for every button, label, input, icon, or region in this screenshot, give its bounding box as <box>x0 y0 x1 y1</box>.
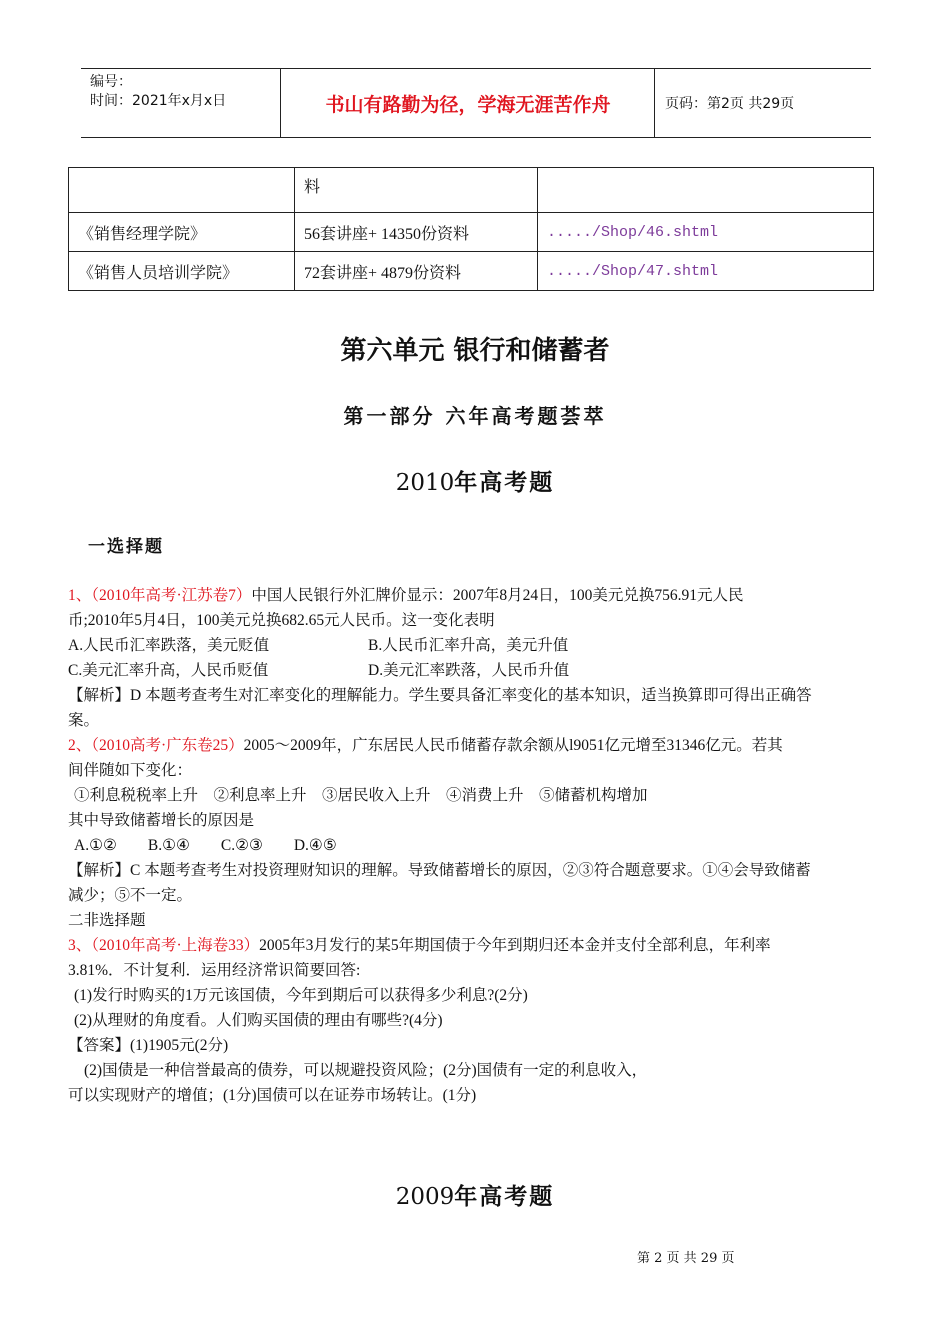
q3-sub1: (1)发行时购买的1万元该国债，今年到期后可以获得多少利息?(2分) <box>74 987 528 1004</box>
question-body <box>68 583 883 1108</box>
q2-options: A.①② B.①④ C.②③ D.④⑤ <box>74 837 337 854</box>
q1-source: 1、（2010年高考·江苏卷7） <box>68 587 252 604</box>
resource-link[interactable]: ...../Shop/47.shtml <box>538 252 874 291</box>
q3-stem-cont: 3.81%．不计复利．运用经济常识简要回答: <box>68 962 361 979</box>
header-motto: 书山有路勤为径，学海无涯苦作舟 <box>282 69 655 137</box>
q1-analysis: 【解析】D 本题考查考生对汇率变化的理解能力。学生要具备汇率变化的基本知识，适当换算即可得出正确答 <box>68 687 812 704</box>
section-heading-choice: 一选择题 <box>88 537 164 557</box>
table-row <box>69 168 874 213</box>
q2-stem-cont: 间伴随如下变化： <box>68 762 193 779</box>
q2-question: 其中导致储蓄增长的原因是 <box>68 812 255 829</box>
year-label: 年高考题 <box>454 469 555 496</box>
resource-link[interactable] <box>538 168 874 213</box>
q1-analysis-cont: 案。 <box>68 712 100 729</box>
resource-link[interactable]: ...../Shop/46.shtml <box>538 213 874 252</box>
document-date: 时间：2021年x月x日 <box>90 93 227 109</box>
year-heading-2010 <box>0 464 950 497</box>
q3-answer2-cont: 可以实现财产的增值；(1分)国债可以在证券市场转让。(1分) <box>68 1087 477 1104</box>
header-page-info: 页码：第2页 共29页 <box>665 96 795 112</box>
q3-stem: 3、（2010年高考·上海卷33）2005年3月发行的某5年期国债于今年到期归还本金并支付全部利息，年利率 <box>68 937 771 954</box>
year-number: 2010 <box>395 470 455 496</box>
q3-answer2: (2)国债是一种信誉最高的债券，可以规避投资风险；(2分)国债有一定的利息收入， <box>84 1062 648 1079</box>
q2-analysis: 【解析】C 本题考查考生对投资理财知识的理解。导致储蓄增长的原因，②③符合题意要求。①④会导致储蓄 <box>68 862 811 879</box>
q2-source: 2、（2010高考·广东卷25） <box>68 737 244 754</box>
resource-desc: 72套讲座+ 4879份资料 <box>295 252 538 291</box>
resource-name: 《销售人员培训学院》 <box>69 252 295 291</box>
year-number: 2009 <box>395 1184 455 1210</box>
resource-desc: 料 <box>295 168 538 213</box>
part-title: 第一部分 六年高考题荟萃 <box>343 404 607 428</box>
table-row <box>69 252 874 291</box>
resource-table <box>68 167 874 291</box>
resource-name <box>69 168 295 213</box>
q1-options-row1: A.人民币汇率跌落，美元贬值 B.人民币汇率升高，美元升值 <box>68 637 569 654</box>
q3-answer1: 【答案】(1)1905元(2分) <box>68 1037 229 1054</box>
q2-stem: 2、（2010高考·广东卷25）2005～2009年，广东居民人民币储蓄存款余额从l9051亿元增至31346亿元。若其 <box>68 737 783 754</box>
resource-name: 《销售经理学院》 <box>69 213 295 252</box>
year-label: 年高考题 <box>454 1183 555 1210</box>
q3-sub2: (2)从理财的角度看。人们购买国债的理由有哪些?(4分) <box>74 1012 443 1029</box>
q1-options-row2: C.美元汇率升高，人民币贬值 D.美元汇率跌落，人民币升值 <box>68 662 570 679</box>
table-row <box>69 213 874 252</box>
resource-desc: 56套讲座+ 14350份资料 <box>295 213 538 252</box>
q1-stem-cont: 币;2010年5月4日，100美元兑换682.65元人民币。这一变化表明 <box>68 612 495 629</box>
header-meta <box>81 69 281 137</box>
unit-title: 第六单元 银行和储蓄者 <box>340 336 610 366</box>
page-header <box>81 68 871 138</box>
year-heading-2009 <box>0 1178 950 1211</box>
section-heading-nonchoice: 二非选择题 <box>68 912 146 929</box>
q2-analysis-cont: 减少；⑤不一定。 <box>68 887 193 904</box>
document-number: 编号： <box>90 74 132 90</box>
q3-source: 3、（2010年高考·上海卷33） <box>68 937 260 954</box>
q2-factors: ①利息税税率上升 ②利息率上升 ③居民收入上升 ④消费上升 ⑤储蓄机构增加 <box>74 787 648 804</box>
page-footer: 第 2 页 共 29 页 <box>637 1251 735 1266</box>
q1-stem: 1、（2010年高考·江苏卷7）中国人民银行外汇牌价显示：2007年8月24日，100美元兑换756.91元人民 <box>68 587 744 604</box>
